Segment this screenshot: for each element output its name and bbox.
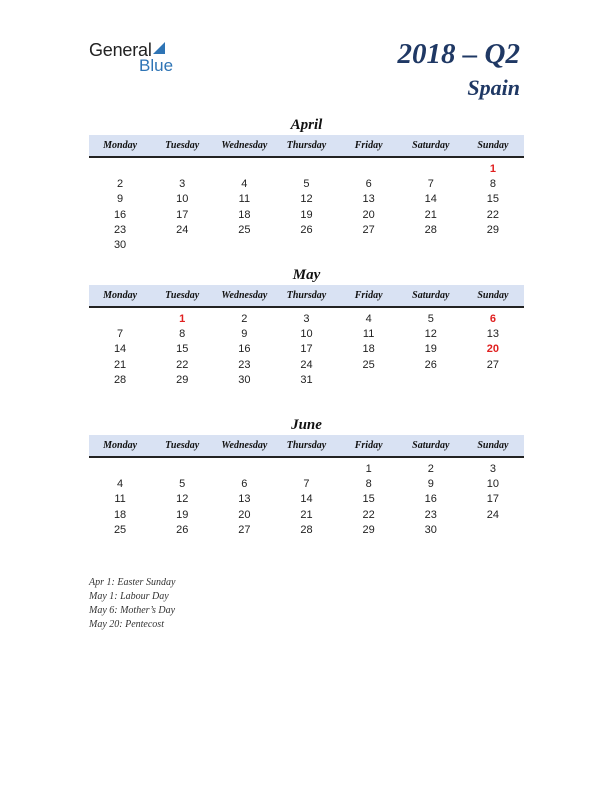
- month-april: [89, 115, 524, 253]
- weekday-label: Friday: [354, 290, 383, 301]
- day-cell: 7: [117, 327, 124, 340]
- day-cell: 22: [362, 508, 375, 521]
- day-cell: 6: [365, 177, 372, 190]
- day-cell: 20: [362, 208, 375, 221]
- day-cell: 8: [179, 327, 186, 340]
- day-cell: 13: [362, 193, 375, 206]
- week-row: [89, 476, 524, 491]
- day-cell: 4: [365, 312, 372, 325]
- week-row: [89, 222, 524, 237]
- holiday-note: Apr 1: Easter Sunday: [89, 577, 176, 588]
- weekday-header-row: [89, 135, 524, 158]
- weekday-label: Wednesday: [221, 140, 268, 151]
- day-cell: 11: [238, 193, 251, 206]
- day-cell: 1: [365, 462, 372, 475]
- day-cell: 27: [486, 358, 500, 371]
- day-cell: 15: [486, 193, 500, 206]
- day-cell: 18: [238, 208, 251, 221]
- day-cell: 14: [113, 343, 127, 356]
- day-cell: 5: [179, 477, 186, 490]
- day-cell: 26: [176, 523, 189, 536]
- day-cell: 13: [486, 327, 500, 340]
- day-cell: 17: [176, 208, 189, 221]
- week-row: [89, 461, 524, 476]
- weekday-header-row: [89, 285, 524, 308]
- day-cell: 19: [424, 343, 437, 356]
- week-row: [89, 161, 524, 176]
- week-row: [89, 492, 524, 507]
- day-cell: 3: [303, 312, 310, 325]
- weekday-label: Thursday: [286, 290, 327, 301]
- day-cell: 19: [300, 208, 313, 221]
- day-cell: 10: [176, 193, 189, 206]
- day-cell: 20: [238, 508, 251, 521]
- day-cell: 12: [176, 493, 189, 506]
- day-cell: 11: [362, 327, 375, 340]
- day-cell: 12: [424, 327, 437, 340]
- day-cell: 21: [424, 208, 437, 221]
- day-cell: 1: [179, 312, 186, 325]
- day-cell: 5: [303, 177, 310, 190]
- generalblue-logo: [89, 40, 189, 76]
- day-cell: 27: [238, 523, 251, 536]
- day-cell: 6: [241, 477, 248, 490]
- week-row: [89, 176, 524, 191]
- day-cell: 14: [300, 493, 313, 506]
- day-cell: 8: [365, 477, 372, 490]
- day-cell: 24: [176, 223, 189, 236]
- day-cell: 7: [427, 177, 434, 190]
- day-cell: 9: [427, 477, 434, 490]
- month-name: June: [291, 417, 322, 433]
- day-cell: 25: [362, 358, 375, 371]
- day-cell: 26: [424, 358, 437, 371]
- day-cell: 19: [176, 508, 189, 521]
- day-cell: 18: [113, 508, 127, 521]
- logo-word-blue: Blue: [139, 56, 174, 75]
- day-cell: 22: [486, 208, 500, 221]
- weekday-label: Wednesday: [221, 440, 268, 451]
- day-cell: 16: [113, 208, 127, 221]
- day-cell: 30: [424, 523, 437, 536]
- week-row: [89, 207, 524, 222]
- day-cell: 4: [117, 477, 124, 490]
- day-cell: 2: [427, 462, 434, 475]
- day-cell: 28: [424, 223, 437, 236]
- day-cell: 10: [300, 327, 313, 340]
- week-row: [89, 192, 524, 207]
- day-cell: 22: [176, 358, 189, 371]
- day-cell: 25: [113, 523, 127, 536]
- weekday-label: Saturday: [412, 290, 450, 301]
- day-cell: 14: [424, 193, 437, 206]
- day-cell: 29: [176, 373, 189, 386]
- week-row: [89, 311, 524, 326]
- holiday-note: May 6: Mother’s Day: [89, 605, 176, 616]
- day-cell: 5: [427, 312, 434, 325]
- weekday-label: Thursday: [286, 140, 327, 151]
- weekday-header-row: [89, 435, 524, 458]
- day-cell: 17: [300, 343, 313, 356]
- month-may: [89, 265, 524, 387]
- weekday-label: Saturday: [412, 140, 450, 151]
- day-cell: 29: [362, 523, 375, 536]
- weekday-label: Monday: [103, 140, 138, 151]
- weekday-label: Tuesday: [165, 440, 200, 451]
- week-row: [89, 237, 524, 252]
- month-name: May: [292, 267, 321, 283]
- weekday-label: Tuesday: [165, 140, 200, 151]
- day-cell: 9: [241, 327, 248, 340]
- day-cell: 24: [300, 358, 313, 371]
- page-subtitle: Spain: [467, 75, 520, 100]
- day-cell: 9: [117, 193, 124, 206]
- weekday-label: Monday: [103, 440, 138, 451]
- day-cell: 23: [113, 223, 127, 236]
- weekday-label: Sunday: [477, 140, 509, 151]
- day-cell: 17: [486, 493, 500, 506]
- holiday-note: May 20: Pentecost: [89, 619, 164, 630]
- logo-triangle-icon: [153, 42, 165, 54]
- weekday-label: Monday: [103, 290, 138, 301]
- day-cell: 23: [424, 508, 437, 521]
- day-cell: 27: [362, 223, 375, 236]
- week-row: [89, 372, 524, 387]
- day-cell: 1: [489, 162, 496, 175]
- day-cell: 25: [238, 223, 251, 236]
- day-cell: 24: [486, 508, 500, 521]
- day-cell: 10: [486, 477, 500, 490]
- week-row: [89, 522, 524, 537]
- day-cell: 18: [362, 343, 375, 356]
- weekday-label: Friday: [354, 440, 383, 451]
- weekday-label: Friday: [354, 140, 383, 151]
- weekday-label: Tuesday: [165, 290, 200, 301]
- month-name: April: [290, 117, 323, 133]
- day-cell: 16: [424, 493, 437, 506]
- day-cell: 28: [300, 523, 313, 536]
- day-cell: 26: [300, 223, 313, 236]
- day-cell: 30: [238, 373, 251, 386]
- day-cell: 8: [489, 177, 496, 190]
- week-row: [89, 342, 524, 357]
- weekday-label: Sunday: [477, 440, 509, 451]
- week-row: [89, 357, 524, 372]
- day-cell: 3: [489, 462, 496, 475]
- day-cell: 29: [486, 223, 500, 236]
- day-cell: 7: [303, 477, 310, 490]
- day-cell: 15: [176, 343, 189, 356]
- day-cell: 2: [117, 177, 124, 190]
- day-cell: 20: [486, 343, 500, 356]
- day-cell: 12: [300, 193, 313, 206]
- weekday-label: Saturday: [412, 440, 450, 451]
- day-cell: 11: [114, 493, 126, 506]
- day-cell: 21: [113, 358, 127, 371]
- logo-word-general: General: [89, 40, 152, 60]
- day-cell: 15: [362, 493, 375, 506]
- week-row: [89, 507, 524, 522]
- day-cell: 3: [179, 177, 186, 190]
- day-cell: 21: [300, 508, 313, 521]
- holiday-notes: [89, 576, 175, 632]
- weekday-label: Thursday: [286, 440, 327, 451]
- day-cell: 4: [241, 177, 248, 190]
- week-row: [89, 326, 524, 341]
- weekday-label: Wednesday: [221, 290, 268, 301]
- month-june: [89, 415, 524, 537]
- day-cell: 6: [489, 312, 496, 325]
- page-title: 2018 – Q2: [397, 38, 520, 70]
- day-cell: 2: [241, 312, 248, 325]
- day-cell: 30: [113, 239, 127, 252]
- weekday-label: Sunday: [477, 290, 509, 301]
- day-cell: 16: [238, 343, 251, 356]
- day-cell: 13: [238, 493, 251, 506]
- day-cell: 31: [300, 373, 313, 386]
- holiday-note: May 1: Labour Day: [89, 591, 169, 602]
- day-cell: 28: [113, 373, 127, 386]
- day-cell: 23: [238, 358, 251, 371]
